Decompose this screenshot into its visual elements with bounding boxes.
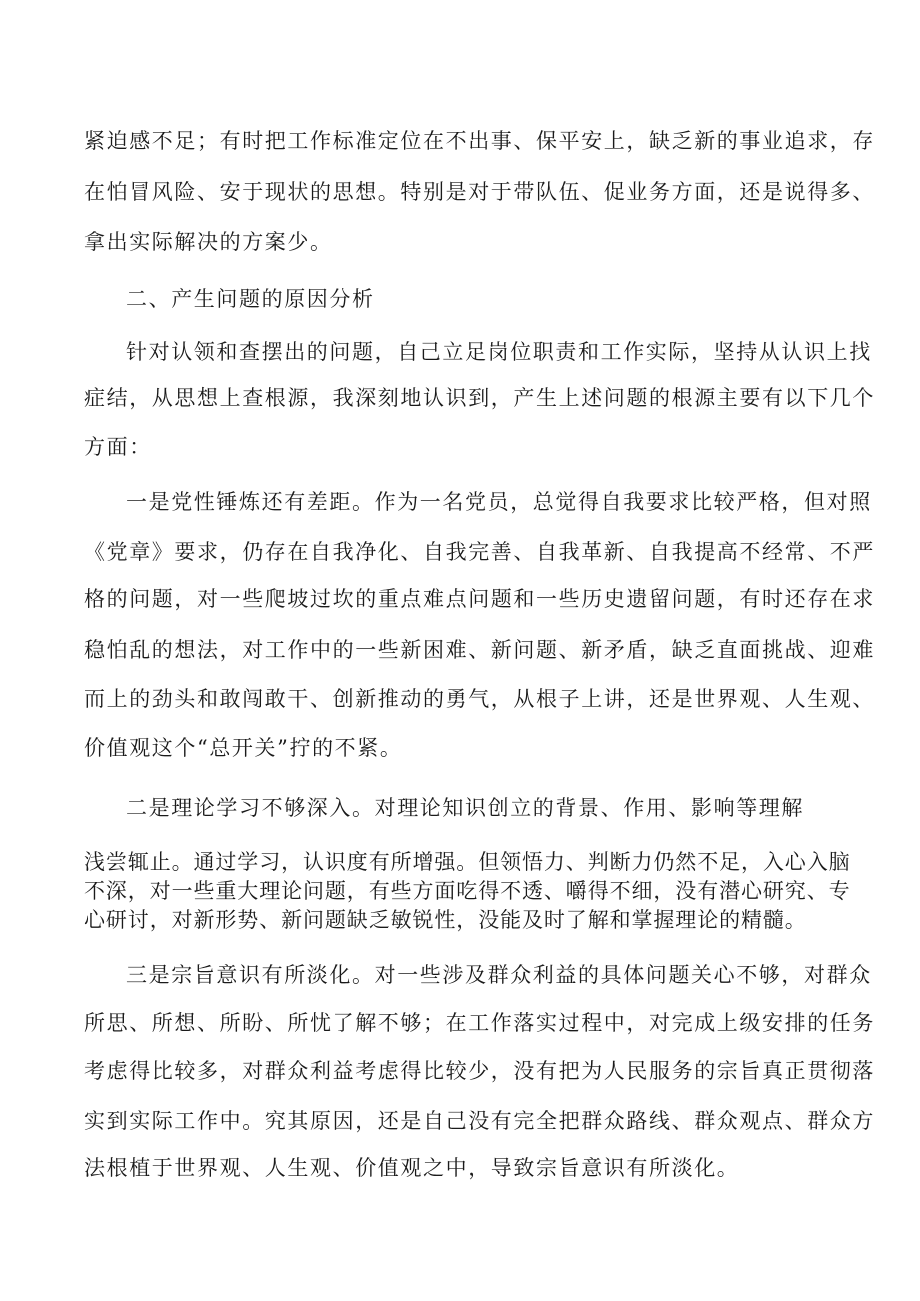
text-line: 方面： [84,435,152,459]
text-line: 格的问题，对一些爬坡过坎的重点难点问题和一些历史遗留问题，有时还存在求 [84,587,875,611]
text-line: 《党章》要求，仍存在自我净化、自我完善、自我革新、自我提高不经常、不严 [84,540,875,564]
text-line: 心研讨，对新形势、新问题缺乏敏锐性，没能及时了解和掌握理论的精髓。 [84,908,807,932]
text-line: 价值观这个“总开关”拧的不紧。 [84,736,403,760]
text-line: 所思、所想、所盼、所忧了解不够；在工作落实过程中，对完成上级安排的任务 [84,1011,875,1035]
text-line: 稳怕乱的想法，对工作中的一些新困难、新问题、新矛盾，缺乏直面挑战、迎难 [84,638,875,662]
text-line: 针对认领和查摆出的问题，自己立足岗位职责和工作实际，坚持从认识上找 [126,340,872,364]
text-line: 二是理论学习不够深入。对理论知识创立的背景、作用、影响等理解 [126,796,804,820]
text-line: 实到实际工作中。究其原因，还是自己没有完全把群众路线、群众观点、群众方 [84,1109,875,1133]
text-line: 而上的劲头和敢闯敢干、创新推动的勇气，从根子上讲，还是世界观、人生观、 [84,687,875,711]
text-line: 一是党性锤炼还有差距。作为一名党员，总觉得自我要求比较严格，但对照 [126,490,872,514]
text-line: 拿出实际解决的方案少。 [84,230,333,254]
text-line: 不深，对一些重大理论问题，有些方面吃得不透、嚼得不细，没有潜心研究、专 [84,879,851,903]
text-line: 三是宗旨意识有所淡化。对一些涉及群众利益的具体问题关心不够，对群众 [126,963,872,987]
text-line: 紧迫感不足；有时把工作标准定位在不出事、保平安上，缺乏新的事业追求，存 [84,129,875,153]
text-line: 浅尝辄止。通过学习，认识度有所增强。但领悟力、判断力仍然不足，入心入脑 [84,850,851,874]
section-heading: 二、产生问题的原因分析 [126,287,375,311]
text-line: 法根植于世界观、人生观、价值观之中，导致宗旨意识有所淡化。 [84,1156,740,1180]
text-line: 在怕冒风险、安于现状的思想。特别是对于带队伍、促业务方面，还是说得多、 [84,180,875,204]
text-line: 症结，从思想上查根源，我深刻地认识到，产生上述问题的根源主要有以下几个 [84,386,875,410]
text-line: 考虑得比较多，对群众利益考虑得比较少，没有把为人民服务的宗旨真正贯彻落 [84,1059,875,1083]
